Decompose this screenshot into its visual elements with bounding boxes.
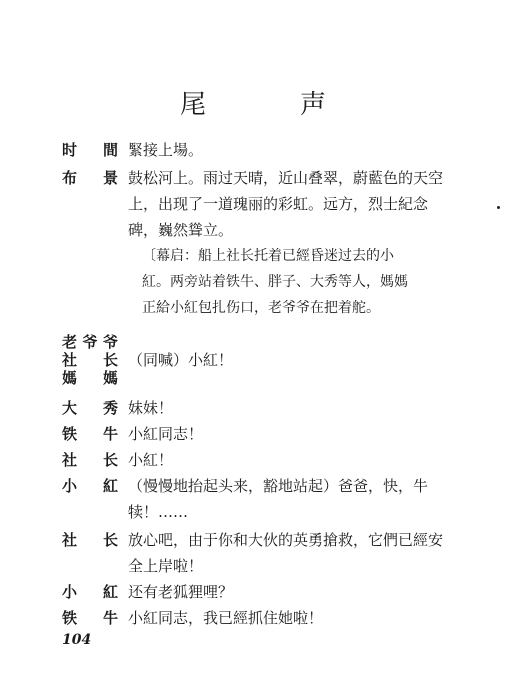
page-number: 104 — [62, 632, 92, 648]
speaker-label: 铁 牛 — [62, 609, 118, 627]
speaker-label: 老爷爷 — [62, 333, 118, 351]
print-speck — [497, 206, 500, 209]
dialogue-line: 小紅同志！ — [128, 425, 204, 443]
dialogue-line: （慢慢地抬起头来，豁地站起）爸爸，快，牛 — [128, 477, 429, 495]
dialogue-line: 放心吧，由于你和大伙的英勇搶救，它們已經安 — [128, 531, 444, 549]
speaker-label: 社 长 — [62, 531, 118, 549]
dialogue-line: 小紅！ — [128, 451, 174, 469]
speaker-label: 社 长 — [62, 351, 118, 369]
speaker-label: 时 間 — [62, 141, 118, 159]
stage-direction-line: 紅。两旁站着铁牛、胖子、大秀等人，媽媽 — [142, 274, 408, 290]
dialogue-line: 小紅同志，我已經抓住她啦！ — [128, 609, 324, 627]
speaker-label: 布 景 — [62, 169, 118, 187]
stage-direction-line: 正給小紅包扎伤口，老爷爷在把着舵。 — [142, 300, 380, 316]
speaker-label: 大 秀 — [62, 399, 118, 417]
speaker-label: 小 紅 — [62, 583, 118, 601]
dialogue-line: 还有老狐狸哩？ — [128, 583, 234, 601]
dialogue-line: （同喊）小紅！ — [128, 351, 234, 369]
stage-direction-line: 〔幕启：船上社长托着已經昏迷过去的小 — [142, 248, 394, 264]
speaker-label: 社 长 — [62, 451, 118, 469]
speaker-label: 媽 媽 — [62, 369, 118, 387]
speaker-label: 铁 牛 — [62, 425, 118, 443]
dialogue-line: 緊接上場。 — [128, 141, 204, 159]
dialogue-line: 全上岸啦！ — [128, 557, 204, 575]
section-title: 尾 声 — [179, 90, 360, 120]
dialogue-line: 犊！…… — [128, 503, 189, 521]
dialogue-line: 上，出现了一道瑰丽的彩虹。远方，烈士紀念 — [128, 195, 429, 213]
dialogue-line: 鼓松河上。雨过天晴，近山叠翠，蔚藍色的天空 — [128, 169, 444, 187]
speaker-label: 小 紅 — [62, 477, 118, 495]
dialogue-line: 妹妹！ — [128, 399, 174, 417]
dialogue-line: 碑，巍然聳立。 — [128, 221, 234, 239]
